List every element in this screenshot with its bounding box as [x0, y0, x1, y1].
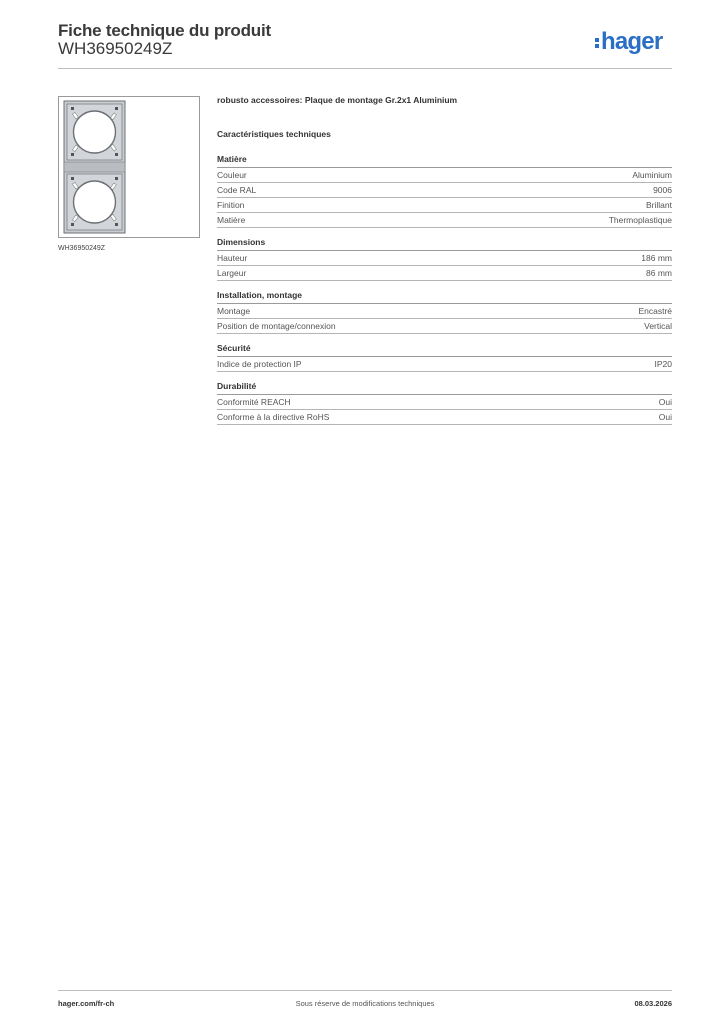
spec-label: Conforme à la directive RoHS: [217, 412, 330, 422]
spec-row: [217, 319, 672, 334]
section-title: Dimensions: [217, 237, 672, 251]
spec-value: Encastré: [638, 306, 672, 316]
spec-value: 86 mm: [646, 268, 672, 278]
spec-label: Largeur: [217, 268, 247, 278]
spec-value: Oui: [658, 397, 672, 407]
spec-label: Hauteur: [217, 253, 248, 263]
section-title: Durabilité: [217, 381, 672, 395]
spec-row: [217, 395, 672, 410]
footer-divider: [58, 990, 672, 991]
spec-label: Matière: [217, 215, 246, 225]
spec-row: [217, 266, 672, 281]
product-name: robusto accessoires: Plaque de montage Gr.2x1 Aluminium: [217, 95, 458, 105]
hager-logo[interactable]: [595, 28, 662, 56]
section-matiere: [217, 154, 672, 228]
spec-value: 186 mm: [641, 253, 672, 263]
spec-row: [217, 183, 672, 198]
logo-text: hager: [601, 28, 663, 55]
header-divider: [58, 68, 672, 69]
spec-value: Thermoplastique: [608, 215, 672, 225]
section-title: Installation, montage: [217, 290, 672, 304]
spec-label: Montage: [217, 306, 251, 316]
spec-value: IP20: [654, 359, 672, 369]
product-details: [217, 95, 672, 434]
logo-dots-icon: [595, 35, 600, 49]
spec-value: Brillant: [646, 200, 672, 210]
spec-value: Vertical: [644, 321, 672, 331]
section-securite: [217, 343, 672, 372]
spec-label: Indice de protection IP: [217, 359, 302, 369]
spec-label: Position de montage/connexion: [217, 321, 336, 331]
spec-row: [217, 357, 672, 372]
image-caption: WH36950249Z: [58, 245, 106, 252]
product-reference: WH36950249Z: [58, 39, 173, 58]
spec-label: Couleur: [217, 170, 247, 180]
section-title: Sécurité: [217, 343, 672, 357]
section-installation: [217, 290, 672, 334]
section-dimensions: [217, 237, 672, 281]
footer-disclaimer: Sous réserve de modifications techniques: [295, 999, 435, 1008]
footer-website-link[interactable]: hager.com/fr-ch: [58, 999, 115, 1008]
spec-row: [217, 410, 672, 425]
product-image: [58, 96, 200, 238]
spec-value: Oui: [658, 412, 672, 422]
spec-row: [217, 304, 672, 319]
section-title: Matière: [217, 154, 672, 168]
spec-value: Aluminium: [632, 170, 672, 180]
spec-row: [217, 213, 672, 228]
spec-label: Finition: [217, 200, 245, 210]
page-title: Fiche technique du produit: [58, 21, 271, 40]
spec-row: [217, 168, 672, 183]
mounting-plate-2x1-image: [59, 97, 199, 237]
spec-label: Code RAL: [217, 185, 257, 195]
footer-date: 08.03.2026: [634, 999, 672, 1008]
tech-heading: Caractéristiques techniques: [217, 129, 331, 139]
spec-row: [217, 198, 672, 213]
section-durabilite: [217, 381, 672, 425]
spec-value: 9006: [653, 185, 672, 195]
spec-label: Conformité REACH: [217, 397, 291, 407]
spec-row: [217, 251, 672, 266]
